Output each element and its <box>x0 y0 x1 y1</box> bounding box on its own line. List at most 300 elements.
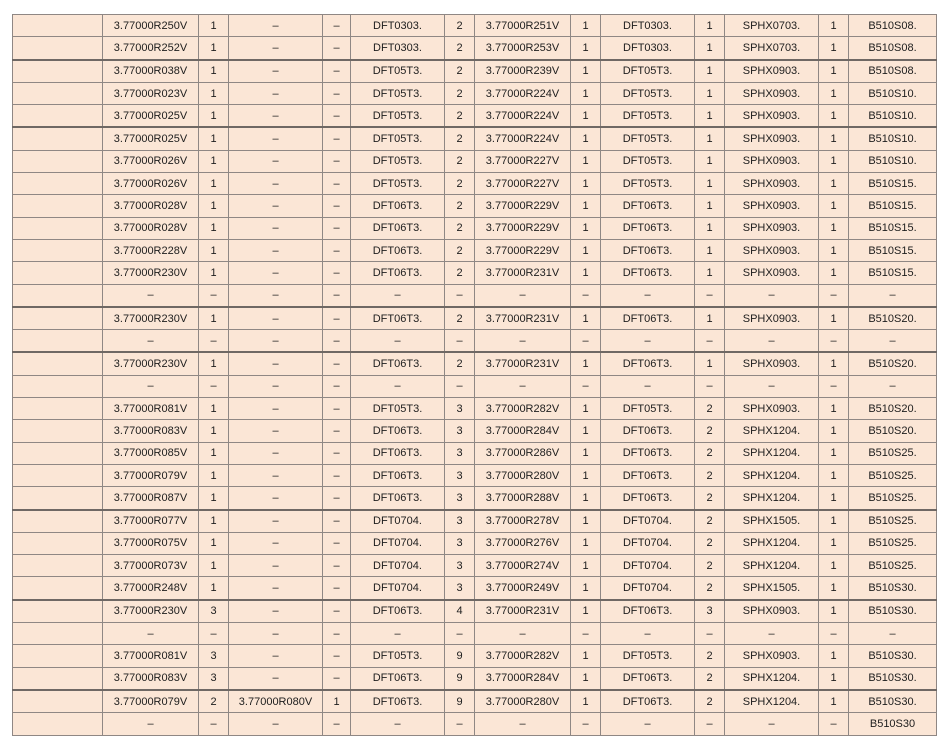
table-row <box>13 713 937 735</box>
insert-type-cell: DFT05T3. <box>351 150 445 172</box>
b510-code-cell: B510S30. <box>849 577 937 600</box>
cutter-qty-cell: 1 <box>199 150 229 172</box>
alt-cutter-qty-cell: – <box>323 330 351 353</box>
alt-cutter-qty-cell: – <box>323 150 351 172</box>
insert-type-2-cell: DFT05T3. <box>601 60 695 83</box>
part-qty-cell: 1 <box>571 532 601 554</box>
part-qty-cell: 1 <box>571 577 601 600</box>
insert-type-cell: DFT05T3. <box>351 398 445 420</box>
cutter-qty-cell: – <box>199 330 229 353</box>
alt-cutter-code-cell: – <box>229 487 323 510</box>
sphx-insert-cell: SPHX1204. <box>725 667 819 690</box>
insert-type-2-cell: DFT0704. <box>601 532 695 554</box>
alt-cutter-qty-cell: – <box>323 60 351 83</box>
row-label-cell <box>13 239 103 261</box>
part-code-cell: 3.77000R224V <box>475 82 571 104</box>
part-code-cell: 3.77000R231V <box>475 307 571 330</box>
cutter-code-cell: 3.77000R081V <box>103 645 199 667</box>
table-row <box>13 532 937 554</box>
sphx-insert-cell: SPHX0903. <box>725 352 819 375</box>
b510-code-cell: – <box>849 330 937 353</box>
alt-cutter-code-cell: – <box>229 195 323 217</box>
sphx-qty-cell: 1 <box>819 398 849 420</box>
b510-code-cell: B510S25. <box>849 555 937 577</box>
row-label-cell <box>13 398 103 420</box>
part-code-cell: 3.77000R231V <box>475 352 571 375</box>
row-label-cell <box>13 510 103 533</box>
alt-cutter-qty-cell: – <box>323 487 351 510</box>
row-label-cell <box>13 37 103 60</box>
insert-qty-2-cell: – <box>695 623 725 645</box>
alt-cutter-code-cell: – <box>229 82 323 104</box>
cutter-code-cell: 3.77000R230V <box>103 352 199 375</box>
b510-code-cell: B510S15. <box>849 173 937 195</box>
insert-type-2-cell: – <box>601 284 695 307</box>
alt-cutter-qty-cell: – <box>323 667 351 690</box>
insert-type-cell: DFT06T3. <box>351 195 445 217</box>
cutter-code-cell: 3.77000R025V <box>103 127 199 150</box>
sphx-insert-cell: SPHX1204. <box>725 442 819 464</box>
row-label-cell <box>13 375 103 397</box>
insert-type-cell: DFT06T3. <box>351 487 445 510</box>
sphx-insert-cell: SPHX1204. <box>725 464 819 486</box>
part-qty-cell: 1 <box>571 510 601 533</box>
cutter-code-cell: – <box>103 623 199 645</box>
sphx-qty-cell: 1 <box>819 60 849 83</box>
row-label-cell <box>13 623 103 645</box>
insert-type-2-cell: DFT0704. <box>601 577 695 600</box>
alt-cutter-code-cell: – <box>229 577 323 600</box>
row-label-cell <box>13 60 103 83</box>
alt-cutter-code-cell: – <box>229 217 323 239</box>
table-row <box>13 15 937 37</box>
insert-qty-cell: 3 <box>445 464 475 486</box>
table-row <box>13 510 937 533</box>
sphx-insert-cell: SPHX1204. <box>725 532 819 554</box>
b510-code-cell: B510S20. <box>849 420 937 442</box>
sphx-insert-cell: SPHX0903. <box>725 262 819 284</box>
table-row <box>13 127 937 150</box>
table-row <box>13 173 937 195</box>
sphx-insert-cell: SPHX0903. <box>725 307 819 330</box>
insert-type-2-cell: DFT05T3. <box>601 173 695 195</box>
insert-qty-cell: 3 <box>445 555 475 577</box>
sphx-insert-cell: SPHX0903. <box>725 150 819 172</box>
cutter-qty-cell: 2 <box>199 690 229 713</box>
table-row <box>13 442 937 464</box>
alt-cutter-code-cell: 3.77000R080V <box>229 690 323 713</box>
part-code-cell: 3.77000R224V <box>475 105 571 128</box>
sphx-qty-cell: 1 <box>819 352 849 375</box>
cutter-qty-cell: 1 <box>199 173 229 195</box>
insert-qty-cell: 2 <box>445 262 475 284</box>
sphx-insert-cell: – <box>725 375 819 397</box>
insert-type-2-cell: DFT05T3. <box>601 127 695 150</box>
alt-cutter-qty-cell: 1 <box>323 690 351 713</box>
table-row <box>13 239 937 261</box>
part-code-cell: 3.77000R231V <box>475 262 571 284</box>
insert-qty-cell: 9 <box>445 667 475 690</box>
part-code-cell: 3.77000R286V <box>475 442 571 464</box>
cutter-qty-cell: 1 <box>199 82 229 104</box>
part-code-cell: – <box>475 330 571 353</box>
insert-qty-2-cell: 1 <box>695 82 725 104</box>
row-label-cell <box>13 600 103 623</box>
sphx-insert-cell: SPHX0903. <box>725 127 819 150</box>
insert-qty-2-cell: 2 <box>695 532 725 554</box>
cutter-code-cell: 3.77000R083V <box>103 420 199 442</box>
alt-cutter-code-cell: – <box>229 173 323 195</box>
sphx-insert-cell: – <box>725 713 819 735</box>
sphx-qty-cell: 1 <box>819 307 849 330</box>
insert-qty-2-cell: 2 <box>695 577 725 600</box>
b510-code-cell: – <box>849 623 937 645</box>
sphx-qty-cell: 1 <box>819 487 849 510</box>
sphx-insert-cell: SPHX0903. <box>725 60 819 83</box>
cutter-qty-cell: 1 <box>199 352 229 375</box>
alt-cutter-qty-cell: – <box>323 105 351 128</box>
insert-qty-cell: 3 <box>445 487 475 510</box>
insert-type-cell: DFT0303. <box>351 15 445 37</box>
alt-cutter-code-cell: – <box>229 105 323 128</box>
table-row <box>13 375 937 397</box>
alt-cutter-code-cell: – <box>229 600 323 623</box>
b510-code-cell: B510S10. <box>849 105 937 128</box>
alt-cutter-qty-cell: – <box>323 510 351 533</box>
insert-type-2-cell: DFT06T3. <box>601 487 695 510</box>
table-row <box>13 262 937 284</box>
table-row <box>13 195 937 217</box>
insert-qty-2-cell: 2 <box>695 398 725 420</box>
insert-type-cell: – <box>351 623 445 645</box>
insert-type-2-cell: DFT05T3. <box>601 105 695 128</box>
table-row <box>13 420 937 442</box>
insert-qty-cell: 3 <box>445 510 475 533</box>
cutter-code-cell: 3.77000R073V <box>103 555 199 577</box>
table-row <box>13 217 937 239</box>
insert-type-2-cell: DFT0704. <box>601 510 695 533</box>
alt-cutter-qty-cell: – <box>323 217 351 239</box>
part-qty-cell: 1 <box>571 127 601 150</box>
cutter-code-cell: 3.77000R081V <box>103 398 199 420</box>
insert-qty-2-cell: 2 <box>695 645 725 667</box>
insert-qty-2-cell: 2 <box>695 487 725 510</box>
alt-cutter-qty-cell: – <box>323 173 351 195</box>
insert-qty-cell: 2 <box>445 150 475 172</box>
alt-cutter-qty-cell: – <box>323 127 351 150</box>
insert-qty-cell: – <box>445 623 475 645</box>
part-code-cell: 3.77000R229V <box>475 217 571 239</box>
insert-qty-cell: 3 <box>445 398 475 420</box>
insert-type-2-cell: DFT06T3. <box>601 352 695 375</box>
sphx-qty-cell: 1 <box>819 667 849 690</box>
insert-type-cell: DFT05T3. <box>351 60 445 83</box>
part-code-cell: 3.77000R278V <box>475 510 571 533</box>
b510-code-cell: B510S15. <box>849 195 937 217</box>
part-qty-cell: 1 <box>571 262 601 284</box>
row-label-cell <box>13 442 103 464</box>
insert-qty-cell: 3 <box>445 442 475 464</box>
alt-cutter-qty-cell: – <box>323 623 351 645</box>
row-label-cell <box>13 645 103 667</box>
b510-code-cell: B510S15. <box>849 217 937 239</box>
insert-type-cell: DFT06T3. <box>351 217 445 239</box>
alt-cutter-qty-cell: – <box>323 713 351 735</box>
b510-code-cell: B510S25. <box>849 487 937 510</box>
sphx-insert-cell: SPHX0903. <box>725 217 819 239</box>
b510-code-cell: B510S30 <box>849 713 937 735</box>
cutter-qty-cell: 1 <box>199 127 229 150</box>
part-qty-cell: – <box>571 713 601 735</box>
alt-cutter-qty-cell: – <box>323 420 351 442</box>
part-code-cell: 3.77000R288V <box>475 487 571 510</box>
insert-type-cell: DFT0704. <box>351 532 445 554</box>
insert-qty-cell: – <box>445 375 475 397</box>
row-label-cell <box>13 713 103 735</box>
b510-code-cell: B510S20. <box>849 398 937 420</box>
alt-cutter-qty-cell: – <box>323 262 351 284</box>
sphx-qty-cell: 1 <box>819 127 849 150</box>
cutter-code-cell: 3.77000R230V <box>103 262 199 284</box>
alt-cutter-code-cell: – <box>229 464 323 486</box>
insert-qty-2-cell: – <box>695 375 725 397</box>
sphx-insert-cell: SPHX0703. <box>725 37 819 60</box>
insert-qty-cell: 2 <box>445 37 475 60</box>
part-qty-cell: 1 <box>571 398 601 420</box>
table-row <box>13 150 937 172</box>
alt-cutter-code-cell: – <box>229 352 323 375</box>
sphx-insert-cell: SPHX0903. <box>725 600 819 623</box>
b510-code-cell: B510S08. <box>849 60 937 83</box>
sphx-qty-cell: 1 <box>819 195 849 217</box>
cutter-qty-cell: 1 <box>199 307 229 330</box>
insert-qty-2-cell: 3 <box>695 600 725 623</box>
cutter-qty-cell: – <box>199 375 229 397</box>
insert-type-cell: DFT06T3. <box>351 307 445 330</box>
part-code-cell: 3.77000R231V <box>475 600 571 623</box>
insert-type-cell: DFT06T3. <box>351 600 445 623</box>
part-code-cell: 3.77000R284V <box>475 667 571 690</box>
insert-qty-cell: 2 <box>445 82 475 104</box>
part-code-cell: 3.77000R280V <box>475 690 571 713</box>
sphx-insert-cell: SPHX0903. <box>725 195 819 217</box>
insert-qty-2-cell: 1 <box>695 105 725 128</box>
alt-cutter-code-cell: – <box>229 15 323 37</box>
insert-qty-2-cell: 2 <box>695 464 725 486</box>
part-code-cell: 3.77000R239V <box>475 60 571 83</box>
insert-qty-2-cell: 2 <box>695 690 725 713</box>
part-qty-cell: 1 <box>571 690 601 713</box>
insert-type-2-cell: DFT05T3. <box>601 82 695 104</box>
alt-cutter-code-cell: – <box>229 60 323 83</box>
alt-cutter-code-cell: – <box>229 510 323 533</box>
row-label-cell <box>13 217 103 239</box>
alt-cutter-qty-cell: – <box>323 577 351 600</box>
cutter-qty-cell: 3 <box>199 645 229 667</box>
insert-type-2-cell: DFT06T3. <box>601 307 695 330</box>
cutter-code-cell: 3.77000R250V <box>103 15 199 37</box>
row-label-cell <box>13 555 103 577</box>
insert-qty-cell: 2 <box>445 239 475 261</box>
alt-cutter-qty-cell: – <box>323 555 351 577</box>
row-label-cell <box>13 577 103 600</box>
insert-type-cell: DFT06T3. <box>351 420 445 442</box>
b510-code-cell: – <box>849 375 937 397</box>
sphx-qty-cell: 1 <box>819 239 849 261</box>
insert-type-2-cell: DFT06T3. <box>601 217 695 239</box>
b510-code-cell: B510S15. <box>849 262 937 284</box>
cutter-code-cell: 3.77000R038V <box>103 60 199 83</box>
insert-type-cell: DFT06T3. <box>351 442 445 464</box>
table-row <box>13 487 937 510</box>
b510-code-cell: B510S15. <box>849 239 937 261</box>
table-row <box>13 623 937 645</box>
part-code-cell: 3.77000R253V <box>475 37 571 60</box>
sphx-qty-cell: 1 <box>819 690 849 713</box>
row-label-cell <box>13 330 103 353</box>
cutter-code-cell: 3.77000R087V <box>103 487 199 510</box>
sphx-insert-cell: SPHX1204. <box>725 420 819 442</box>
sphx-qty-cell: 1 <box>819 15 849 37</box>
alt-cutter-code-cell: – <box>229 239 323 261</box>
alt-cutter-qty-cell: – <box>323 284 351 307</box>
cutter-qty-cell: 1 <box>199 532 229 554</box>
sphx-qty-cell: 1 <box>819 532 849 554</box>
part-code-cell: – <box>475 713 571 735</box>
part-qty-cell: 1 <box>571 150 601 172</box>
cutter-code-cell: 3.77000R228V <box>103 239 199 261</box>
part-qty-cell: 1 <box>571 195 601 217</box>
b510-code-cell: – <box>849 284 937 307</box>
b510-code-cell: B510S08. <box>849 37 937 60</box>
part-qty-cell: 1 <box>571 667 601 690</box>
table-row <box>13 37 937 60</box>
insert-qty-2-cell: 1 <box>695 262 725 284</box>
insert-type-2-cell: – <box>601 330 695 353</box>
alt-cutter-code-cell: – <box>229 555 323 577</box>
cutter-qty-cell: – <box>199 623 229 645</box>
table-row <box>13 307 937 330</box>
sphx-insert-cell: – <box>725 284 819 307</box>
alt-cutter-code-cell: – <box>229 667 323 690</box>
cutter-code-cell: 3.77000R079V <box>103 690 199 713</box>
cutter-qty-cell: 1 <box>199 464 229 486</box>
part-code-cell: 3.77000R229V <box>475 195 571 217</box>
table-row <box>13 645 937 667</box>
insert-type-cell: DFT06T3. <box>351 239 445 261</box>
insert-qty-2-cell: 1 <box>695 195 725 217</box>
part-qty-cell: 1 <box>571 37 601 60</box>
part-code-cell: – <box>475 284 571 307</box>
table-row <box>13 284 937 307</box>
cutter-code-cell: 3.77000R252V <box>103 37 199 60</box>
sphx-qty-cell: 1 <box>819 173 849 195</box>
row-label-cell <box>13 667 103 690</box>
sphx-qty-cell: – <box>819 284 849 307</box>
insert-qty-2-cell: 1 <box>695 173 725 195</box>
insert-type-2-cell: DFT05T3. <box>601 398 695 420</box>
sphx-insert-cell: SPHX0903. <box>725 173 819 195</box>
insert-qty-2-cell: – <box>695 330 725 353</box>
insert-qty-2-cell: 2 <box>695 510 725 533</box>
part-code-cell: 3.77000R224V <box>475 127 571 150</box>
cutter-code-cell: 3.77000R230V <box>103 600 199 623</box>
sphx-qty-cell: 1 <box>819 217 849 239</box>
sphx-qty-cell: 1 <box>819 464 849 486</box>
cutter-code-cell: 3.77000R028V <box>103 217 199 239</box>
cutter-qty-cell: 1 <box>199 195 229 217</box>
alt-cutter-code-cell: – <box>229 284 323 307</box>
insert-qty-cell: 9 <box>445 690 475 713</box>
cutter-qty-cell: 1 <box>199 420 229 442</box>
cutter-qty-cell: 3 <box>199 600 229 623</box>
insert-qty-2-cell: 1 <box>695 37 725 60</box>
cutter-qty-cell: 1 <box>199 60 229 83</box>
cutter-code-cell: 3.77000R077V <box>103 510 199 533</box>
insert-type-cell: DFT0704. <box>351 555 445 577</box>
insert-type-cell: DFT0704. <box>351 510 445 533</box>
sphx-insert-cell: SPHX0903. <box>725 645 819 667</box>
cutter-qty-cell: 1 <box>199 15 229 37</box>
cutter-code-cell: – <box>103 713 199 735</box>
insert-qty-2-cell: 2 <box>695 420 725 442</box>
insert-qty-2-cell: 1 <box>695 127 725 150</box>
b510-code-cell: B510S08. <box>849 15 937 37</box>
alt-cutter-qty-cell: – <box>323 15 351 37</box>
insert-qty-cell: 2 <box>445 105 475 128</box>
b510-code-cell: B510S25. <box>849 510 937 533</box>
alt-cutter-code-cell: – <box>229 127 323 150</box>
insert-qty-2-cell: 2 <box>695 555 725 577</box>
insert-qty-cell: 2 <box>445 60 475 83</box>
insert-qty-2-cell: 1 <box>695 217 725 239</box>
sphx-qty-cell: 1 <box>819 82 849 104</box>
b510-code-cell: B510S25. <box>849 464 937 486</box>
sphx-qty-cell: 1 <box>819 420 849 442</box>
b510-code-cell: B510S25. <box>849 532 937 554</box>
insert-qty-2-cell: 1 <box>695 239 725 261</box>
cutter-code-cell: 3.77000R248V <box>103 577 199 600</box>
cutter-qty-cell: 1 <box>199 555 229 577</box>
sphx-insert-cell: SPHX1204. <box>725 690 819 713</box>
sphx-qty-cell: 1 <box>819 600 849 623</box>
part-qty-cell: 1 <box>571 217 601 239</box>
part-qty-cell: 1 <box>571 420 601 442</box>
sphx-insert-cell: – <box>725 623 819 645</box>
row-label-cell <box>13 262 103 284</box>
insert-type-cell: – <box>351 713 445 735</box>
cutter-qty-cell: 1 <box>199 105 229 128</box>
row-label-cell <box>13 532 103 554</box>
alt-cutter-qty-cell: – <box>323 82 351 104</box>
part-code-cell: 3.77000R249V <box>475 577 571 600</box>
part-code-cell: – <box>475 623 571 645</box>
row-label-cell <box>13 284 103 307</box>
alt-cutter-code-cell: – <box>229 307 323 330</box>
sphx-qty-cell: 1 <box>819 262 849 284</box>
b510-code-cell: B510S25. <box>849 442 937 464</box>
alt-cutter-code-cell: – <box>229 37 323 60</box>
cutter-code-cell: 3.77000R083V <box>103 667 199 690</box>
insert-type-cell: DFT05T3. <box>351 105 445 128</box>
cutter-code-cell: 3.77000R079V <box>103 464 199 486</box>
cutter-qty-cell: 1 <box>199 487 229 510</box>
row-label-cell <box>13 173 103 195</box>
insert-type-cell: DFT06T3. <box>351 464 445 486</box>
insert-type-2-cell: DFT06T3. <box>601 690 695 713</box>
b510-code-cell: B510S30. <box>849 690 937 713</box>
sphx-qty-cell: – <box>819 375 849 397</box>
